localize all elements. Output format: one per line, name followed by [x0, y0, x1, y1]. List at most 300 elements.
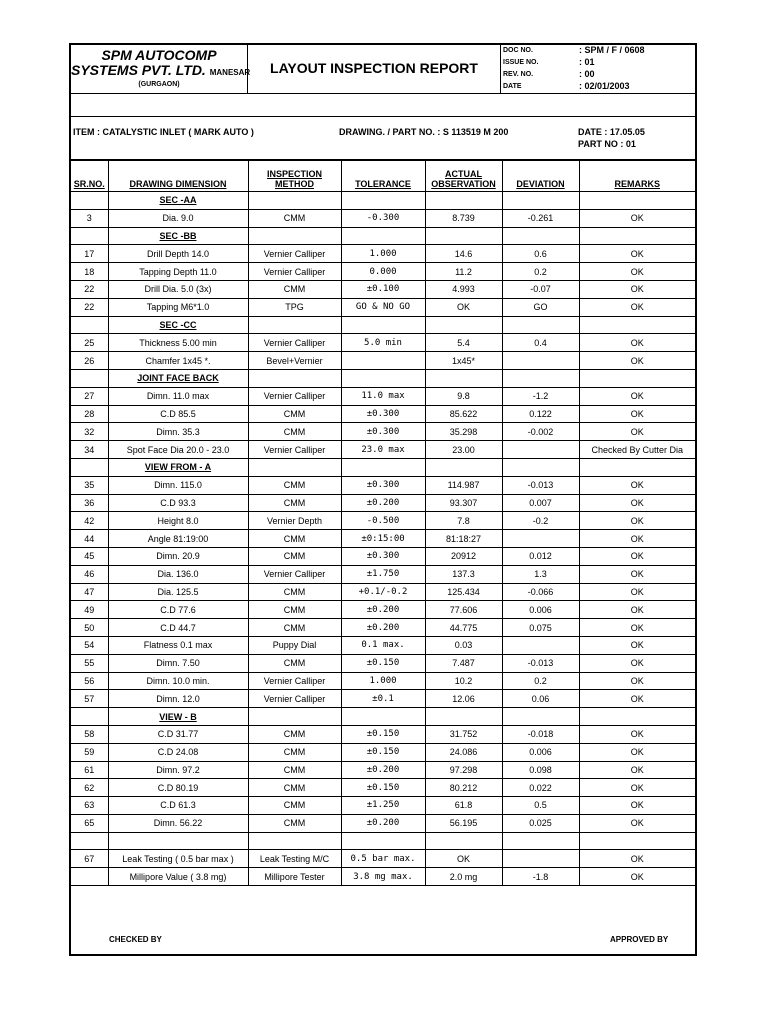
table-row — [71, 298, 695, 316]
issue-no-row — [501, 57, 695, 69]
tolerance-cell: ±0.200 — [341, 619, 425, 637]
srno-cell: 46 — [71, 565, 108, 583]
table-row — [71, 636, 695, 654]
dimension-cell: C.D 93.3 — [108, 494, 248, 512]
tolerance-cell: ±0.300 — [341, 405, 425, 423]
srno-cell: 32 — [71, 423, 108, 441]
deviation-cell: 0.006 — [502, 743, 579, 761]
srno-cell: 59 — [71, 743, 108, 761]
empty-cell — [71, 832, 108, 850]
observation-cell: 2.0 mg — [425, 868, 502, 886]
doc-info — [501, 45, 695, 93]
empty-cell — [502, 832, 579, 850]
table-row — [71, 814, 695, 832]
table-row — [71, 245, 695, 263]
method-cell: CMM — [248, 814, 341, 832]
deviation-cell: 0.012 — [502, 547, 579, 565]
empty-cell — [341, 832, 425, 850]
doc-no-label: DOC NO. — [503, 47, 533, 54]
deviation-cell: 0.098 — [502, 761, 579, 779]
dimension-cell: Dimn. 11.0 max — [108, 387, 248, 405]
srno-cell: 34 — [71, 441, 108, 459]
col-srno: SR.NO. — [71, 161, 108, 192]
deviation-cell: 0.006 — [502, 601, 579, 619]
issue-no-label: ISSUE NO. — [503, 59, 539, 66]
tolerance-cell: ±0.100 — [341, 280, 425, 298]
remarks-cell: OK — [579, 761, 695, 779]
remarks-cell: OK — [579, 405, 695, 423]
dimension-cell: C.D 24.08 — [108, 743, 248, 761]
observation-cell: 97.298 — [425, 761, 502, 779]
remarks-cell: OK — [579, 298, 695, 316]
srno-cell: 22 — [71, 280, 108, 298]
dimension-cell: Dimn. 115.0 — [108, 476, 248, 494]
deviation-cell: -0.066 — [502, 583, 579, 601]
observation-cell: 85.622 — [425, 405, 502, 423]
method-cell: Vernier Calliper — [248, 245, 341, 263]
tolerance-cell: ±0.300 — [341, 547, 425, 565]
empty-cell — [579, 458, 695, 476]
srno-cell: 50 — [71, 619, 108, 637]
observation-cell: 10.2 — [425, 672, 502, 690]
table-row — [71, 352, 695, 370]
dimension-cell: Dimn. 35.3 — [108, 423, 248, 441]
section-row — [71, 369, 695, 387]
remarks-cell: OK — [579, 743, 695, 761]
deviation-cell: -1.2 — [502, 387, 579, 405]
empty-cell — [341, 708, 425, 726]
tolerance-cell: 0.000 — [341, 263, 425, 281]
tolerance-cell: ±0.150 — [341, 725, 425, 743]
inspection-date: DATE : 17.05.05 — [578, 127, 645, 137]
table-row — [71, 761, 695, 779]
remarks-cell: OK — [579, 654, 695, 672]
table-row — [71, 476, 695, 494]
rev-no-value: : 00 — [579, 69, 595, 79]
observation-cell: 61.8 — [425, 797, 502, 815]
table-row — [71, 209, 695, 227]
deviation-cell: -1.8 — [502, 868, 579, 886]
observation-cell: 12.06 — [425, 690, 502, 708]
remarks-cell: OK — [579, 245, 695, 263]
empty-cell — [341, 458, 425, 476]
empty-cell — [425, 708, 502, 726]
method-cell: CMM — [248, 725, 341, 743]
table-row — [71, 387, 695, 405]
col-deviation: DEVIATION — [502, 161, 579, 192]
remarks-cell: Checked By Cutter Dia — [579, 441, 695, 459]
observation-cell: 24.086 — [425, 743, 502, 761]
table-row — [71, 850, 695, 868]
dimension-cell: Angle 81:19:00 — [108, 530, 248, 548]
tolerance-cell: ±0.150 — [341, 654, 425, 672]
tolerance-cell: ±0.200 — [341, 814, 425, 832]
srno-cell: 35 — [71, 476, 108, 494]
table-row — [71, 619, 695, 637]
method-cell: Vernier Calliper — [248, 565, 341, 583]
method-cell: CMM — [248, 280, 341, 298]
dimension-cell: Spot Face Dia 20.0 - 23.0 — [108, 441, 248, 459]
srno-cell — [71, 868, 108, 886]
deviation-cell: 0.2 — [502, 672, 579, 690]
dimension-cell: Tapping M6*1.0 — [108, 298, 248, 316]
srno-cell — [71, 227, 108, 245]
dimension-cell: C.D 31.77 — [108, 725, 248, 743]
method-cell: CMM — [248, 654, 341, 672]
tolerance-cell: 11.0 max — [341, 387, 425, 405]
method-cell: Vernier Calliper — [248, 263, 341, 281]
dimension-cell: Dia. 9.0 — [108, 209, 248, 227]
srno-cell: 44 — [71, 530, 108, 548]
tolerance-cell: ±0.300 — [341, 476, 425, 494]
company-name-line1: SPM AUTOCOMP — [101, 47, 217, 63]
report-header — [71, 45, 695, 94]
dimension-cell: Dimn. 20.9 — [108, 547, 248, 565]
observation-cell: 23.00 — [425, 441, 502, 459]
dimension-cell: Dimn. 7.50 — [108, 654, 248, 672]
deviation-cell: -0.013 — [502, 654, 579, 672]
observation-cell: 5.4 — [425, 334, 502, 352]
deviation-cell — [502, 636, 579, 654]
deviation-cell: 1.3 — [502, 565, 579, 583]
observation-cell: 0.03 — [425, 636, 502, 654]
deviation-cell: 0.2 — [502, 263, 579, 281]
tolerance-cell: +0.1/-0.2 — [341, 583, 425, 601]
deviation-cell: 0.025 — [502, 814, 579, 832]
deviation-cell: -0.07 — [502, 280, 579, 298]
empty-cell — [502, 316, 579, 334]
remarks-cell: OK — [579, 494, 695, 512]
empty-cell — [502, 227, 579, 245]
dimension-cell: Dimn. 10.0 min. — [108, 672, 248, 690]
rev-no-row — [501, 69, 695, 81]
observation-cell: 7.8 — [425, 512, 502, 530]
observation-cell: 93.307 — [425, 494, 502, 512]
method-cell: TPG — [248, 298, 341, 316]
tolerance-cell — [341, 352, 425, 370]
section-title: SEC -AA — [108, 192, 248, 210]
method-cell: CMM — [248, 209, 341, 227]
method-cell: Leak Testing M/C — [248, 850, 341, 868]
deviation-cell: -0.261 — [502, 209, 579, 227]
table-row — [71, 334, 695, 352]
empty-cell — [579, 832, 695, 850]
observation-cell: 1x45* — [425, 352, 502, 370]
tolerance-cell: ±1.250 — [341, 797, 425, 815]
srno-cell: 57 — [71, 690, 108, 708]
section-title: VIEW FROM - A — [108, 458, 248, 476]
dimension-cell: Dia. 125.5 — [108, 583, 248, 601]
col-inspection-method — [248, 161, 341, 192]
srno-cell: 58 — [71, 725, 108, 743]
srno-cell: 28 — [71, 405, 108, 423]
method-cell: CMM — [248, 547, 341, 565]
srno-cell: 65 — [71, 814, 108, 832]
tolerance-cell: GO & NO GO — [341, 298, 425, 316]
section-title: VIEW - B — [108, 708, 248, 726]
tolerance-cell: 0.5 bar max. — [341, 850, 425, 868]
report-frame — [69, 43, 697, 956]
section-title: SEC -BB — [108, 227, 248, 245]
item-info-row — [71, 117, 695, 160]
doc-no-row — [501, 45, 695, 57]
table-row — [71, 779, 695, 797]
doc-date-label: DATE — [503, 83, 522, 90]
srno-cell — [71, 316, 108, 334]
table-row — [71, 441, 695, 459]
col-actual-observation-text: ACTUAL OBSERVATION — [431, 169, 496, 189]
company-place: MANESAR — [209, 68, 251, 77]
col-remarks: REMARKS — [579, 161, 695, 192]
remarks-cell: OK — [579, 868, 695, 886]
dimension-cell: Drill Dia. 5.0 (3x) — [108, 280, 248, 298]
observation-cell: 80.212 — [425, 779, 502, 797]
dimension-cell: Dimn. 12.0 — [108, 690, 248, 708]
srno-cell: 61 — [71, 761, 108, 779]
observation-cell: 137.3 — [425, 565, 502, 583]
section-row — [71, 458, 695, 476]
section-row — [71, 192, 695, 210]
table-row — [71, 690, 695, 708]
remarks-cell: OK — [579, 797, 695, 815]
observation-cell: 114.987 — [425, 476, 502, 494]
remarks-cell: OK — [579, 619, 695, 637]
remarks-cell: OK — [579, 565, 695, 583]
srno-cell: 3 — [71, 209, 108, 227]
srno-cell: 49 — [71, 601, 108, 619]
tolerance-cell: ±0:15:00 — [341, 530, 425, 548]
dimension-cell: Thickness 5.00 min — [108, 334, 248, 352]
deviation-cell: -0.013 — [502, 476, 579, 494]
method-cell: CMM — [248, 797, 341, 815]
empty-cell — [341, 369, 425, 387]
empty-cell — [425, 832, 502, 850]
section-title: SEC -CC — [108, 316, 248, 334]
srno-cell — [71, 192, 108, 210]
srno-cell: 47 — [71, 583, 108, 601]
table-row — [71, 494, 695, 512]
doc-no-value: : SPM / F / 0608 — [579, 45, 645, 55]
remarks-cell: OK — [579, 725, 695, 743]
method-cell: CMM — [248, 423, 341, 441]
dimension-cell: Drill Depth 14.0 — [108, 245, 248, 263]
method-cell: CMM — [248, 476, 341, 494]
empty-cell — [108, 832, 248, 850]
observation-cell: 4.993 — [425, 280, 502, 298]
method-cell: CMM — [248, 743, 341, 761]
inspection-table — [71, 160, 695, 886]
table-row — [71, 583, 695, 601]
method-cell: Vernier Calliper — [248, 690, 341, 708]
observation-cell: 44.775 — [425, 619, 502, 637]
method-cell: Bevel+Vernier — [248, 352, 341, 370]
company-name-line2 — [71, 62, 251, 80]
empty-cell — [502, 192, 579, 210]
empty-cell — [425, 192, 502, 210]
table-row — [71, 743, 695, 761]
srno-cell: 18 — [71, 263, 108, 281]
deviation-cell: -0.018 — [502, 725, 579, 743]
tolerance-cell: ±0.1 — [341, 690, 425, 708]
method-cell: CMM — [248, 405, 341, 423]
method-cell: CMM — [248, 601, 341, 619]
method-cell: CMM — [248, 494, 341, 512]
empty-cell — [425, 227, 502, 245]
tolerance-cell: ±0.150 — [341, 779, 425, 797]
blank-row — [71, 832, 695, 850]
remarks-cell: OK — [579, 387, 695, 405]
dimension-cell: Millipore Value ( 3.8 mg) — [108, 868, 248, 886]
empty-cell — [248, 458, 341, 476]
remarks-cell: OK — [579, 601, 695, 619]
dimension-cell: C.D 44.7 — [108, 619, 248, 637]
tolerance-cell: ±0.150 — [341, 743, 425, 761]
approved-by: APPROVED BY — [610, 935, 669, 944]
part-no: PART NO : 01 — [578, 139, 636, 149]
dimension-cell: Dimn. 56.22 — [108, 814, 248, 832]
empty-cell — [579, 708, 695, 726]
tolerance-cell: 1.000 — [341, 245, 425, 263]
table-row — [71, 868, 695, 886]
tolerance-cell: ±0.200 — [341, 601, 425, 619]
observation-cell: 11.2 — [425, 263, 502, 281]
deviation-cell: GO — [502, 298, 579, 316]
method-cell: CMM — [248, 619, 341, 637]
empty-cell — [579, 316, 695, 334]
empty-cell — [579, 369, 695, 387]
remarks-cell: OK — [579, 334, 695, 352]
observation-cell: OK — [425, 850, 502, 868]
table-row — [71, 565, 695, 583]
company-name-line2-text: SYSTEMS PVT. LTD. — [71, 62, 206, 78]
srno-cell: 17 — [71, 245, 108, 263]
srno-cell: 56 — [71, 672, 108, 690]
srno-cell: 25 — [71, 334, 108, 352]
drawing-part-no: DRAWING. / PART NO. : S 113519 M 200 — [339, 127, 509, 137]
dimension-cell: Dimn. 97.2 — [108, 761, 248, 779]
deviation-cell: 0.4 — [502, 334, 579, 352]
remarks-cell: OK — [579, 583, 695, 601]
table-row — [71, 672, 695, 690]
deviation-cell: 0.122 — [502, 405, 579, 423]
col-drawing-dimension: DRAWING DIMENSION — [108, 161, 248, 192]
doc-date-value: : 02/01/2003 — [579, 81, 630, 91]
section-row — [71, 708, 695, 726]
report-title: LAYOUT INSPECTION REPORT — [248, 45, 501, 93]
srno-cell: 26 — [71, 352, 108, 370]
srno-cell: 27 — [71, 387, 108, 405]
observation-cell: 35.298 — [425, 423, 502, 441]
remarks-cell: OK — [579, 814, 695, 832]
table-row — [71, 280, 695, 298]
empty-cell — [502, 458, 579, 476]
table-row — [71, 547, 695, 565]
empty-cell — [248, 316, 341, 334]
srno-cell — [71, 708, 108, 726]
section-row — [71, 316, 695, 334]
dimension-cell: C.D 80.19 — [108, 779, 248, 797]
tolerance-cell: ±0.300 — [341, 423, 425, 441]
method-cell: CMM — [248, 583, 341, 601]
empty-cell — [248, 369, 341, 387]
remarks-cell: OK — [579, 280, 695, 298]
remarks-cell: OK — [579, 636, 695, 654]
remarks-cell: OK — [579, 850, 695, 868]
section-row — [71, 227, 695, 245]
company-city: (GURGAON) — [138, 81, 180, 88]
observation-cell: 81:18:27 — [425, 530, 502, 548]
empty-cell — [341, 192, 425, 210]
table-row — [71, 423, 695, 441]
doc-date-row — [501, 81, 695, 93]
table-header-row — [71, 161, 695, 192]
empty-cell — [248, 227, 341, 245]
srno-cell — [71, 369, 108, 387]
observation-cell: 14.6 — [425, 245, 502, 263]
empty-cell — [425, 369, 502, 387]
srno-cell: 42 — [71, 512, 108, 530]
empty-cell — [425, 458, 502, 476]
remarks-cell: OK — [579, 779, 695, 797]
srno-cell: 67 — [71, 850, 108, 868]
srno-cell: 36 — [71, 494, 108, 512]
deviation-cell: -0.2 — [502, 512, 579, 530]
rev-no-label: REV. NO. — [503, 71, 534, 78]
col-tolerance: TOLERANCE — [341, 161, 425, 192]
col-actual-observation — [425, 161, 502, 192]
tolerance-cell: 1.000 — [341, 672, 425, 690]
method-cell: Vernier Calliper — [248, 334, 341, 352]
tolerance-cell: 5.0 min — [341, 334, 425, 352]
srno-cell: 62 — [71, 779, 108, 797]
method-cell: Puppy Dial — [248, 636, 341, 654]
empty-cell — [579, 227, 695, 245]
method-cell: CMM — [248, 761, 341, 779]
method-cell: Millipore Tester — [248, 868, 341, 886]
srno-cell: 22 — [71, 298, 108, 316]
observation-cell: 7.487 — [425, 654, 502, 672]
empty-cell — [425, 316, 502, 334]
observation-cell: 20912 — [425, 547, 502, 565]
tolerance-cell: 0.1 max. — [341, 636, 425, 654]
dimension-cell: Leak Testing ( 0.5 bar max ) — [108, 850, 248, 868]
item-name: ITEM : CATALYSTIC INLET ( MARK AUTO ) — [73, 127, 254, 137]
empty-cell — [341, 316, 425, 334]
remarks-cell: OK — [579, 209, 695, 227]
remarks-cell: OK — [579, 352, 695, 370]
deviation-cell — [502, 441, 579, 459]
srno-cell: 54 — [71, 636, 108, 654]
empty-cell — [502, 708, 579, 726]
remarks-cell: OK — [579, 263, 695, 281]
method-cell: Vernier Depth — [248, 512, 341, 530]
observation-cell: 9.8 — [425, 387, 502, 405]
tolerance-cell: 3.8 mg max. — [341, 868, 425, 886]
remarks-cell: OK — [579, 672, 695, 690]
observation-cell: 125.434 — [425, 583, 502, 601]
dimension-cell: Tapping Depth 11.0 — [108, 263, 248, 281]
table-row — [71, 530, 695, 548]
dimension-cell: C.D 77.6 — [108, 601, 248, 619]
table-body — [71, 192, 695, 886]
remarks-cell: OK — [579, 423, 695, 441]
deviation-cell — [502, 530, 579, 548]
observation-cell: 31.752 — [425, 725, 502, 743]
dimension-cell: Chamfer 1x45 *. — [108, 352, 248, 370]
table-row — [71, 512, 695, 530]
table-row — [71, 405, 695, 423]
deviation-cell: -0.002 — [502, 423, 579, 441]
